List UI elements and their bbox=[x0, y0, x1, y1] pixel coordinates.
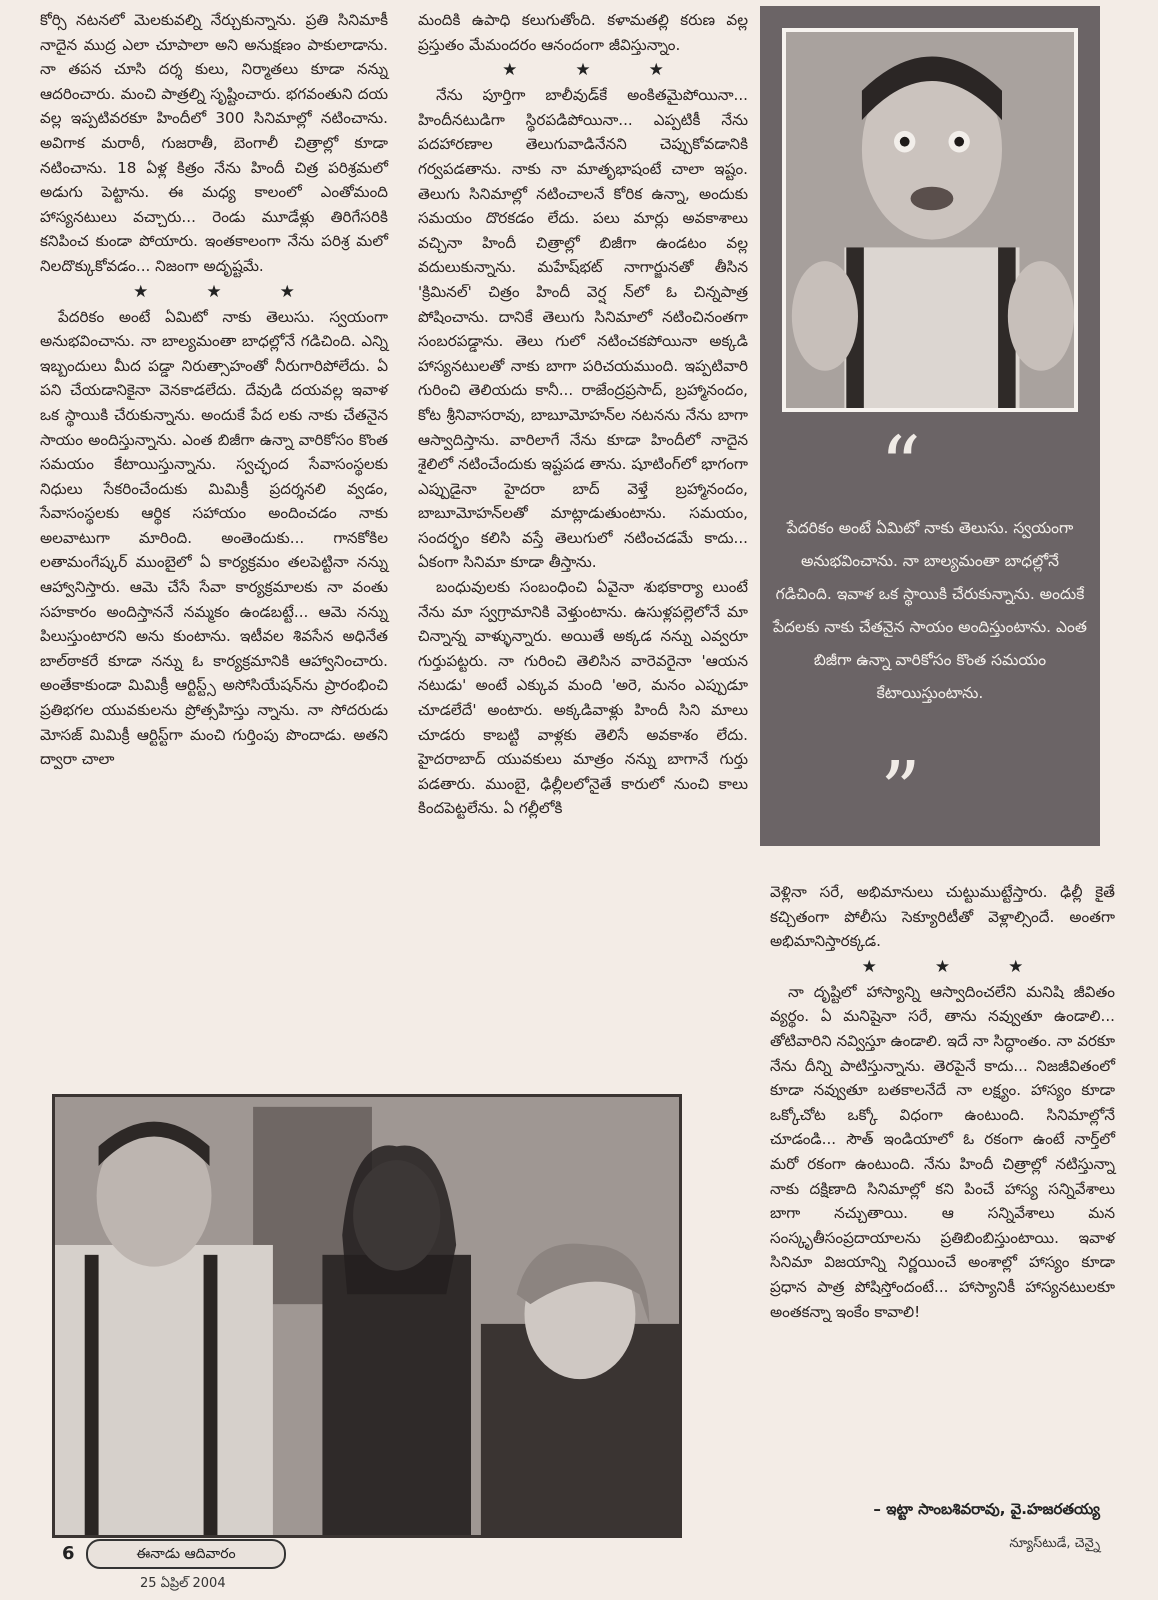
film-still-illustration bbox=[55, 1097, 679, 1535]
column3-paragraph-1: వెళ్లినా సరే, అభిమానులు చుట్టుముట్టేస్తారు. ఢిల్లీ కైతే కచ్చితంగా పోలీసు సెక్యూరిటీతో వెళ్లాల్సిందే. అంతగా అభిమానిస్తారక్కడ. bbox=[770, 883, 1115, 951]
article-column-3 bbox=[770, 880, 1115, 1324]
column1-paragraph-2: పేదరికం అంటే ఏమిటో నాకు తెలుసు. స్వయంగా అనుభవించాను. నా బాల్యమంతా బాధల్లోనే గడిచింది. ఎన్ని ఇబ్బందులు మీద పడ్డా నిరుత్సాహంతో నీరుగారిపోలేదు. ఏ పని చేయడానికైనా వెనకాడలేదు. దేవుడి దయవల్ల ఇవాళ ఒక స్థాయికి చేరుకున్నాను. అందుకే పేద లకు నాకు చేతనైన సాయం అందిస్తున్నాను. ఎంత బిజీగా ఉన్నా వారికోసం కొంత సమయం కేటాయిస్తున్నాను. స్వచ్ఛంద సేవాసంస్థలకు నిధులు సేకరించేందుకు మిమిక్రీ ప్రదర్శనలి వ్వడం, సేవాసంస్థలకు ఆర్థిక సహాయం అందించడం నాకు అలవాటుగా మారింది. అంతెందుకు... గానకోకిల లతామంగేష్కర్ ముంబైలో ఏ కార్యక్రమం తలపెట్టినా నన్ను ఆహ్వానిస్తారు. ఆమె చేసే సేవా కార్యక్రమాలకు నా వంతు సహకారం అందిస్తాననే నమ్మకం ఉండబట్టే... ఆమె నన్ను పిలుస్తుంటారని అను కుంటాను. ఇటీవల శివసేన అధినేత బాల్‌ఠాకరే కూడా నన్ను ఓ కార్యక్రమానికి ఆహ్వానించారు. అంతేకాకుండా మిమిక్రీ ఆర్టిస్ట్స్ అసోసియేషన్‌ను ప్రారంభించి ప్రతిభగల యువకులను ప్రోత్సహిస్తు న్నాను. నా సోదరుడు మోసజ్ మిమిక్రీ ఆర్టిస్ట్‌గా మంచి గుర్తింపు పొందాడు. అతని ద్వారా చాలా bbox=[40, 307, 388, 769]
open-quote-mark: “ bbox=[880, 419, 921, 512]
close-quote-mark: ” bbox=[880, 744, 921, 837]
column2-paragraph-2: నేను పూర్తిగా బాలీవుడ్‌కే అంకితమైపోయినా... హిందీనటుడిగా స్థిరపడిపోయినా... ఎప్పటికీ నేను పదహారణాల తెలుగువాడినేనని చెప్పుకోవడానికి గర్వపడతాను. నాకు నా మాతృభాషంటే చాలా ఇష్టం. తెలుగు సినిమాల్లో నటించాలనే కోరిక ఉన్నా, అందుకు సమయం దొరకడం లేదు. పలు మార్లు అవకాశాలు వచ్చినా హిందీ చిత్రాల్లో బిజీగా ఉండటం వల్ల వదులుకున్నాను. మహేష్‌భట్ నాగార్జునతో తీసిన 'క్రిమినల్' చిత్రం హిందీ వెర్ష న్‌లో ఓ చిన్నపాత్ర పోషించాను. దానికే తెలుగు సినిమాలో నటించినంతగా సంబరపడ్డాను. తెలు గులో నటించకపోయినా అక్కడి హాస్యనటులతో నాకు బాగా పరిచయముంది. ఇప్పటివారి గురించి తెలియదు కానీ... రాజేంద్రప్రసాద్, బ్రహ్మానందం, కోట శ్రీనివాసరావు, బాబూమోహన్‌ల నటనను నేను బాగా ఆస్వాదిస్తాను. వారిలాగే నేను కూడా హిందీలో నాదైన శైలిలో నటించేందుకు ఇష్టపడ తాను. షూటింగ్‌లో భాగంగా ఎప్పుడైనా హైదరా బాద్ వెళ్తే బ్రహ్మానందం, బాబూమోహన్‌లతో మాట్లాడుతుంటాను. సమయం, సందర్భం కలిసి వస్తే తెలుగులో నటించడమే కాదు... ఏకంగా సినిమా కూడా తీస్తాను. bbox=[418, 86, 748, 572]
shirt-shape bbox=[844, 247, 1019, 408]
mouth-shape bbox=[911, 187, 954, 211]
section-divider-stars: ★★★ bbox=[133, 281, 353, 302]
film-still-photo bbox=[52, 1094, 682, 1538]
pull-quote-sidebar bbox=[760, 6, 1100, 846]
man-suspender-left bbox=[85, 1255, 99, 1535]
section-divider-stars: ★★★ bbox=[861, 956, 1082, 977]
section-divider-stars: ★★★ bbox=[502, 60, 722, 81]
issue-date: 25 ఏప్రిల్ 2004 bbox=[140, 1576, 226, 1591]
woman-sweater bbox=[322, 1255, 471, 1535]
actor-portrait-photo bbox=[782, 28, 1078, 412]
hand-right bbox=[1008, 261, 1074, 371]
article-column-1 bbox=[40, 8, 388, 772]
article-dateline: న్యూస్‌టుడే, చెన్నై bbox=[1009, 1536, 1100, 1551]
page-number: 6 bbox=[62, 1543, 75, 1564]
publication-name: ఈనాడు ఆదివారం bbox=[86, 1539, 286, 1569]
article-column-2 bbox=[418, 8, 748, 821]
man-suspender-right bbox=[204, 1255, 218, 1535]
hand-left bbox=[792, 261, 858, 371]
column2-paragraph-1: మందికి ఉపాధి కలుగుతోంది. కళామతల్లి కరుణ వల్ల ప్రస్తుతం మేమందరం ఆనందంగా జీవిస్తున్నాం. bbox=[418, 11, 748, 54]
article-byline: – ఇట్టా సాంబశివరావు, వై.హజరతయ్య bbox=[873, 1500, 1100, 1518]
pull-quote-text: పేదరికం అంటే ఏమిటో నాకు తెలుసు. స్వయంగా అనుభవించాను. నా బాల్యమంతా బాధల్లోనే గడిచింది. ఇవాళ ఒక స్థాయికి చేరుకున్నాను. అందుకే పేదలకు నాకు చేతనైన సాయం అందిస్తుంటాను. ఎంత బిజీగా ఉన్నా వారికోసం కొంత సమయం కేటాయిస్తుంటాను. bbox=[773, 519, 1087, 702]
column1-paragraph-1: కోర్సి నటనలో మెలకువల్ని నేర్చుకున్నాను. ప్రతి సినిమాకీ నాదైన ముద్ర ఎలా చూపాలా అని అనుక్షణం పాకులాడాను. నా తపన చూసి దర్శ కులు, నిర్మాతలు కూడా నన్ను ఆదరించారు. మంచి పాత్రల్ని సృష్టించారు. భగవంతుని దయ వల్ల ఇప్పటివరకూ హిందీలో 300 సినిమాల్లో నటించాను. అవిగాక మరాఠీ, గుజరాతీ, బెంగాలీ చిత్రాల్లో కూడా నటించాను. 18 ఏళ్ల కిత్రం నేను హిందీ చిత్ర పరిశ్రమలో అడుగు పెట్టాను. ఈ మధ్య కాలంలో ఎంతోమంది హాస్యనటులు వచ్చారు... రెండు మూడేళ్లు తిరిగేసరికి కనిపించ కుండా పోయారు. ఇంతకాలంగా నేను పరిశ్ర మలో నిలదొక్కుకోవడం... నిజంగా అదృష్టమే. bbox=[40, 11, 388, 275]
pupil-right bbox=[954, 137, 964, 147]
column2-paragraph-3: బంధువులకు సంబంధించి ఏవైనా శుభకార్యా లుంటే నేను మా స్వగ్రామానికి వెళ్తుంటాను. ఉసుళ్లపల్లెలోనే మా చిన్నాన్న వాళ్ళున్నారు. అయితే అక్కడ నన్ను ఎవ్వరూ గుర్తుపట్టరు. నా గురించి తెలిసిన వారెవరైనా 'ఆయన నటుడు' అంటే ఎక్కువ మంది 'అరె, మనం ఎప్పుడూ చూడలేదే' అంటారు. అక్కడివాళ్లు హిందీ సిని మాలు చూడరు కాబట్టి వాళ్లకు తెలిసే అవకాశం లేదు. హైదరాబాద్ యువకులు మాత్రం నన్ను బాగానే గుర్తు పడతారు. ముంబై, ఢిల్లీలలోనైతే కారులో నుంచి కాలు కిందపెట్టలేను. ఏ గల్లీలోకి bbox=[418, 578, 748, 818]
pupil-left bbox=[900, 137, 910, 147]
column3-paragraph-2: నా దృష్టిలో హాస్యాన్ని ఆస్వాదించలేని మనిషి జీవితం వ్యర్థం. ఏ మనిషైనా సరే, తాను నవ్వుతూ ఉండాలి... తోటివారిని నవ్విస్తూ ఉండాలి. ఇదే నా సిద్ధాంతం. నా వరకూ నేను దీన్ని పాటిస్తున్నాను. తెరపైనే కాదు... నిజజీవితంలో కూడా నవ్వుతూ బతకాలనేదే నా లక్ష్యం. హాస్యం కూడా ఒక్కోచోట ఒక్కో విధంగా ఉంటుంది. సినిమాల్లోనే చూడండి... సౌత్ ఇండియాలో ఓ రకంగా ఉంటే నార్త్‌లో మరో రకంగా ఉంటుంది. నేను హిందీ చిత్రాల్లో నటిస్తున్నా నాకు దక్షిణాది సినిమాల్లో కని పించే హాస్య సన్నివేశాలు బాగా నచ్చుతాయి. ఆ సన్నివేశాలు మన సంస్కృతీసంప్రదాయాలను ప్రతిబింబిస్తుంటాయి. ఇవాళ సినిమా విజయాన్ని నిర్ణయించే అంశాల్లో హాస్యం కూడా ప్రధాన పాత్ర పోషిస్తోందంటే... హాస్యానికీ హాస్యనటులకూ అంతకన్నా ఇంకేం కావాలి! bbox=[770, 982, 1115, 1321]
portrait-illustration bbox=[786, 32, 1074, 408]
